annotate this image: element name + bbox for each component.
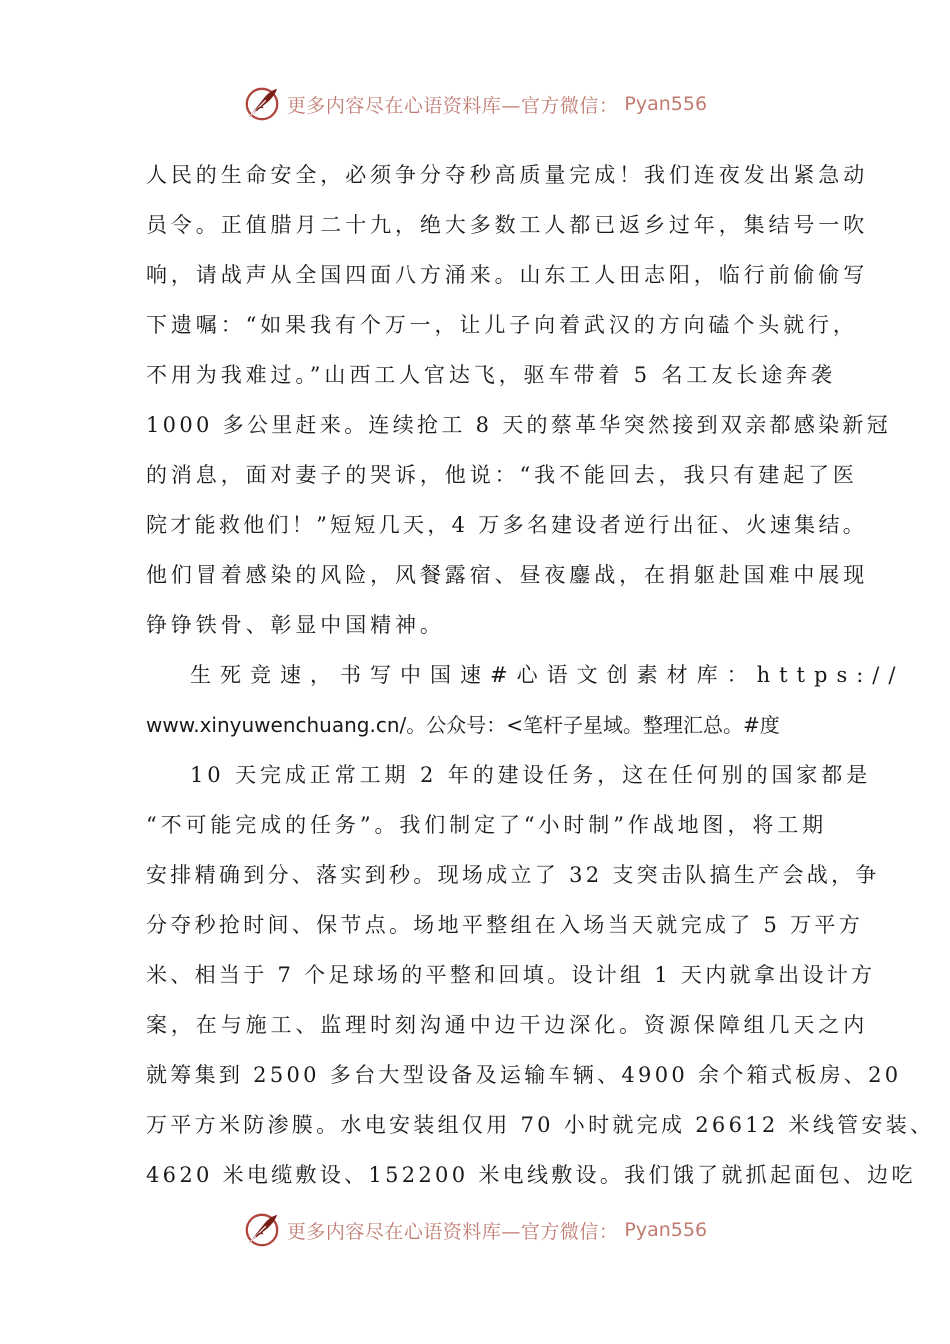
article-body: [146, 150, 935, 1200]
text-line: 1000 多公里赶来。连续抢工 8 天的蔡革华突然接到双亲都感染新冠: [146, 413, 892, 437]
text-line: 院才能救他们！”短短几天，4 万多名建设者逆行出征、火速集结。: [146, 513, 868, 537]
text-line: 安排精确到分、落实到秒。现场成立了 32 支突击队搞生产会战，争: [146, 863, 880, 887]
section-heading: 生死竞速，书写中国速#心语文创素材库：https://: [190, 663, 905, 687]
text-line: 响，请战声从全国四面八方涌来。山东工人田志阳，临行前偷偷写: [146, 263, 869, 287]
text-line: 铮铮铁骨、彰显中国精神。: [146, 613, 445, 637]
banner-wechat-id: Pyan556: [624, 93, 708, 115]
text-line: 4620 米电缆敷设、152200 米电线敷设。我们饿了就抓起面包、边吃: [146, 1163, 916, 1187]
text-line: 人民的生命安全，必须争分夺秒高质量完成！我们连夜发出紧急动: [146, 163, 869, 187]
text-line: 不用为我难过。”山西工人官达飞，驱车带着 5 名工友长途奔袭: [146, 363, 836, 387]
text-line: 万平方米防渗膜。水电安装组仅用 70 小时就完成 26612 米线管安装、: [146, 1113, 935, 1137]
text-line: 米、相当于 7 个足球场的平整和回填。设计组 1 天内就拿出设计方: [146, 963, 876, 987]
banner-text: 更多内容尽在心语资料库—官方微信：: [286, 1220, 619, 1243]
banner-text: 更多内容尽在心语资料库—官方微信：: [286, 94, 619, 117]
text-line: 下遗嘱：“如果我有个万一，让儿子向着武汉的方向磕个头就行，: [146, 313, 858, 337]
text-line: 10 天完成正常工期 2 年的建设任务，这在任何别的国家都是: [190, 763, 872, 787]
text-line: 分夺秒抢时间、保节点。场地平整组在入场当天就完成了 5 万平方: [146, 913, 864, 937]
text-line: “不可能完成的任务”。我们制定了“小时制”作战地图，将工期: [146, 813, 828, 837]
header-watermark: [0, 84, 950, 124]
quill-pen-logo-icon: [243, 1211, 281, 1249]
text-line: 他们冒着感染的风险，风餐露宿、昼夜鏖战，在捐躯赴国难中展现: [146, 563, 869, 587]
text-line: www.xinyuwenchuang.cn/。公众号：<笔杆子星域。整理汇总。#度: [146, 713, 780, 737]
text-line: 就筹集到 2500 多台大型设备及运输车辆、4900 余个箱式板房、20: [146, 1063, 902, 1087]
banner-wechat-id: Pyan556: [624, 1219, 708, 1241]
text-line: 案，在与施工、监理时刻沟通中边干边深化。资源保障组几天之内: [146, 1013, 869, 1037]
text-line: 员令。正值腊月二十九，绝大多数工人都已返乡过年，集结号一吹: [146, 213, 869, 237]
text-line: 的消息，面对妻子的哭诉，他说：“我不能回去，我只有建起了医: [146, 463, 858, 487]
quill-pen-logo-icon: [243, 85, 281, 123]
footer-watermark: [0, 1210, 950, 1250]
